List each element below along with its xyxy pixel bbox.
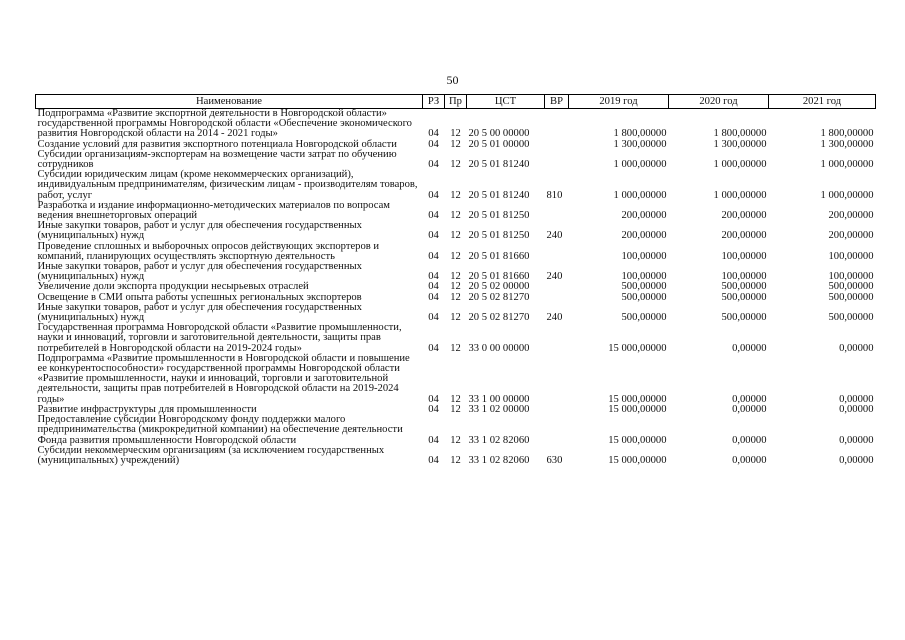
cell-y2021: 1 800,00000 <box>820 128 874 140</box>
cell-rz: 04 <box>428 210 439 222</box>
cell-vr <box>545 282 569 292</box>
cell-y2021: 500,00000 <box>828 291 874 303</box>
cell-name: Подпрограмма «Развитие промышленности в Новгородской области и повышение ее конкурентоспособности» государственной программы Новгородской области «Развитие промышленности, науки и инноваций, торговли и заготовительной деятельности, защиты прав потребителей в Новгородской области на 2019-2024 годы» <box>37 352 410 405</box>
cell-y2021: 0,00000 <box>839 393 874 405</box>
cell-pr: 12 <box>450 434 461 446</box>
table-row <box>36 170 876 201</box>
cell-y2019: 15 000,00000 <box>608 434 667 446</box>
cell-cst: 20 5 02 00000 <box>468 281 530 293</box>
cell-cst: 20 5 02 81270 <box>468 291 530 303</box>
cell-vr <box>545 201 569 221</box>
cell-y2019: 1 800,00000 <box>613 128 667 140</box>
cell-y2021: 500,00000 <box>828 281 874 293</box>
cell-vr <box>545 405 569 415</box>
cell-y2019: 500,00000 <box>621 281 667 293</box>
cell-rz: 04 <box>428 342 439 354</box>
cell-pr: 12 <box>450 393 461 405</box>
cell-vr <box>545 323 569 354</box>
cell-cst: 20 5 01 81250 <box>468 230 530 242</box>
cell-cst: 20 5 01 00000 <box>468 138 530 150</box>
table-row <box>36 446 876 466</box>
cell-pr: 12 <box>450 271 461 283</box>
cell-name: Увеличение доли экспорта продукции несырьевых отраслей <box>37 281 309 293</box>
cell-rz: 04 <box>428 128 439 140</box>
cell-y2021: 1 000,00000 <box>820 159 874 171</box>
cell-cst: 20 5 01 81240 <box>468 189 530 201</box>
cell-y2021: 1 000,00000 <box>820 189 874 201</box>
header-2019: 2019 год <box>569 95 669 109</box>
cell-y2020: 200,00000 <box>721 210 767 222</box>
table-body <box>36 109 876 467</box>
header-2021: 2021 год <box>769 95 876 109</box>
cell-y2020: 100,00000 <box>721 271 767 283</box>
cell-cst: 20 5 00 00000 <box>468 128 530 140</box>
header-2020: 2020 год <box>669 95 769 109</box>
cell-rz: 04 <box>428 312 439 324</box>
cell-cst: 33 1 02 00000 <box>468 403 530 415</box>
cell-rz: 04 <box>428 393 439 405</box>
cell-rz: 04 <box>428 159 439 171</box>
cell-rz: 04 <box>428 403 439 415</box>
cell-cst: 20 5 01 81240 <box>468 159 530 171</box>
cell-name: Иные закупки товаров, работ и услуг для обеспечения государственных (муниципальных) нужд <box>37 261 362 283</box>
cell-y2020: 1 300,00000 <box>713 138 767 150</box>
cell-y2020: 0,00000 <box>732 434 767 446</box>
cell-name: Освещение в СМИ опыта работы успешных региональных экспортеров <box>37 291 362 303</box>
cell-cst: 20 5 01 81660 <box>468 271 530 283</box>
cell-pr: 12 <box>450 159 461 171</box>
cell-y2019: 100,00000 <box>621 250 667 262</box>
cell-name: Разработка и издание информационно-методических материалов по вопросам ведения внешнеторговых операций <box>37 199 391 222</box>
cell-y2020: 0,00000 <box>732 342 767 354</box>
cell-pr: 12 <box>450 189 461 201</box>
cell-cst: 33 1 02 82060 <box>468 434 530 446</box>
cell-rz: 04 <box>428 189 439 201</box>
cell-y2019: 200,00000 <box>621 210 667 222</box>
cell-name: Субсидии юридическим лицам (кроме некоммерческих организаций), индивидуальным предпринимателям, физическим лицам - производителям товаров, работ, услуг <box>37 169 418 201</box>
cell-name: Субсидии некоммерческим организациям (за исключением государственных (муниципальных) учреждений) <box>37 444 385 466</box>
cell-y2020: 0,00000 <box>732 393 767 405</box>
cell-pr: 12 <box>450 291 461 303</box>
header-vr: ВР <box>545 95 569 109</box>
table-row <box>36 201 876 221</box>
cell-cst: 20 5 01 81250 <box>468 210 530 222</box>
cell-y2020: 1 800,00000 <box>713 128 767 140</box>
cell-y2021: 200,00000 <box>828 210 874 222</box>
cell-y2019: 1 000,00000 <box>613 189 667 201</box>
cell-y2019: 500,00000 <box>621 312 667 324</box>
table-row <box>36 221 876 241</box>
table-row <box>36 303 876 323</box>
header-rz: РЗ <box>423 95 445 109</box>
cell-y2021: 0,00000 <box>839 403 874 415</box>
header-cst: ЦСТ <box>467 95 545 109</box>
cell-y2021: 200,00000 <box>828 230 874 242</box>
cell-y2019: 200,00000 <box>621 230 667 242</box>
cell-y2021: 0,00000 <box>839 342 874 354</box>
cell-y2019: 15 000,00000 <box>608 403 667 415</box>
table-row <box>36 109 876 140</box>
cell-y2019: 1 000,00000 <box>613 159 667 171</box>
cell-y2019: 500,00000 <box>621 291 667 303</box>
cell-name: Предоставление субсидии Новгородскому фонду поддержки малого предпринимательства (микрокредитной компании) на обеспечение деятельности Фонда развития промышленности Новгородской области <box>37 414 403 446</box>
cell-y2021: 500,00000 <box>828 312 874 324</box>
cell-pr: 12 <box>450 342 461 354</box>
cell-y2020: 500,00000 <box>721 281 767 293</box>
table-row <box>36 150 876 170</box>
cell-y2019: 1 300,00000 <box>613 138 667 150</box>
header-pr: Пр <box>445 95 467 109</box>
cell-y2021: 100,00000 <box>828 250 874 262</box>
cell-rz: 04 <box>428 230 439 242</box>
cell-pr: 12 <box>450 403 461 415</box>
budget-table <box>35 94 876 466</box>
cell-rz: 04 <box>428 454 439 466</box>
cell-pr: 12 <box>450 250 461 262</box>
cell-y2020: 0,00000 <box>732 454 767 466</box>
cell-y2019: 100,00000 <box>621 271 667 283</box>
cell-name: Иные закупки товаров, работ и услуг для обеспечения государственных (муниципальных) нужд <box>37 301 362 324</box>
cell-rz: 04 <box>428 291 439 303</box>
cell-cst: 20 5 02 81270 <box>468 312 530 324</box>
cell-pr: 12 <box>450 128 461 140</box>
table-row <box>36 262 876 282</box>
cell-vr <box>545 293 569 303</box>
cell-y2020: 0,00000 <box>732 403 767 415</box>
cell-name: Государственная программа Новгородской области «Развитие промышленности, науки и инноваций, торговли и заготовительной деятельности, защиты прав потребителей в Новгородской области на 2019-2024 годы» <box>37 322 402 354</box>
cell-cst: 33 1 02 82060 <box>468 454 530 466</box>
table-row <box>36 323 876 354</box>
table-row <box>36 415 876 446</box>
table-header <box>36 95 876 109</box>
cell-rz: 04 <box>428 271 439 283</box>
cell-cst: 33 1 00 00000 <box>468 393 530 405</box>
cell-vr <box>545 150 569 170</box>
cell-vr <box>545 109 569 140</box>
cell-y2020: 500,00000 <box>721 291 767 303</box>
cell-vr <box>545 354 569 405</box>
cell-vr: 630 <box>546 454 563 466</box>
table-row <box>36 354 876 405</box>
cell-y2021: 0,00000 <box>839 454 874 466</box>
cell-y2019: 15 000,00000 <box>608 342 667 354</box>
cell-name: Проведение сплошных и выборочных опросов действующих экспортеров и компаний, планирующих осуществлять экспортную деятельность <box>37 240 380 262</box>
cell-rz: 04 <box>428 138 439 150</box>
cell-pr: 12 <box>450 230 461 242</box>
cell-y2019: 15 000,00000 <box>608 454 667 466</box>
cell-y2019: 15 000,00000 <box>608 393 667 405</box>
cell-y2020: 200,00000 <box>721 230 767 242</box>
cell-y2020: 1 000,00000 <box>713 159 767 171</box>
cell-pr: 12 <box>450 312 461 324</box>
cell-pr: 12 <box>450 138 461 150</box>
cell-cst: 20 5 01 81660 <box>468 250 530 262</box>
cell-vr <box>545 242 569 262</box>
cell-vr: 810 <box>546 189 563 201</box>
cell-vr <box>545 415 569 446</box>
cell-rz: 04 <box>428 250 439 262</box>
cell-pr: 12 <box>450 281 461 293</box>
cell-vr: 240 <box>546 230 563 242</box>
cell-y2021: 0,00000 <box>839 434 874 446</box>
cell-y2021: 1 300,00000 <box>820 138 874 150</box>
cell-name: Создание условий для развития экспортного потенциала Новгородской области <box>37 138 397 150</box>
cell-name: Подпрограмма «Развитие экспортной деятельности в Новгородской области» государственной программы Новгородской области «Обеспечение экономического развития Новгородской области на 2014 - 2021 годы» <box>37 108 412 140</box>
cell-vr: 240 <box>546 312 563 324</box>
cell-y2020: 1 000,00000 <box>713 189 767 201</box>
table-row <box>36 242 876 262</box>
cell-y2020: 100,00000 <box>721 250 767 262</box>
header-row <box>36 95 876 109</box>
cell-rz: 04 <box>428 434 439 446</box>
cell-y2020: 500,00000 <box>721 312 767 324</box>
cell-pr: 12 <box>450 210 461 222</box>
page-number: 50 <box>446 73 459 87</box>
cell-pr: 12 <box>450 454 461 466</box>
header-name: Наименование <box>36 95 423 109</box>
cell-name: Иные закупки товаров, работ и услуг для обеспечения государственных (муниципальных) нужд <box>37 220 362 242</box>
cell-vr <box>545 140 569 150</box>
cell-y2021: 100,00000 <box>828 271 874 283</box>
cell-cst: 33 0 00 00000 <box>468 342 530 354</box>
cell-vr: 240 <box>546 271 563 283</box>
cell-rz: 04 <box>428 281 439 293</box>
cell-name: Субсидии организациям-экспортерам на возмещение части затрат по обучению сотрудников <box>37 148 397 171</box>
cell-name: Развитие инфраструктуры для промышленности <box>37 403 257 415</box>
